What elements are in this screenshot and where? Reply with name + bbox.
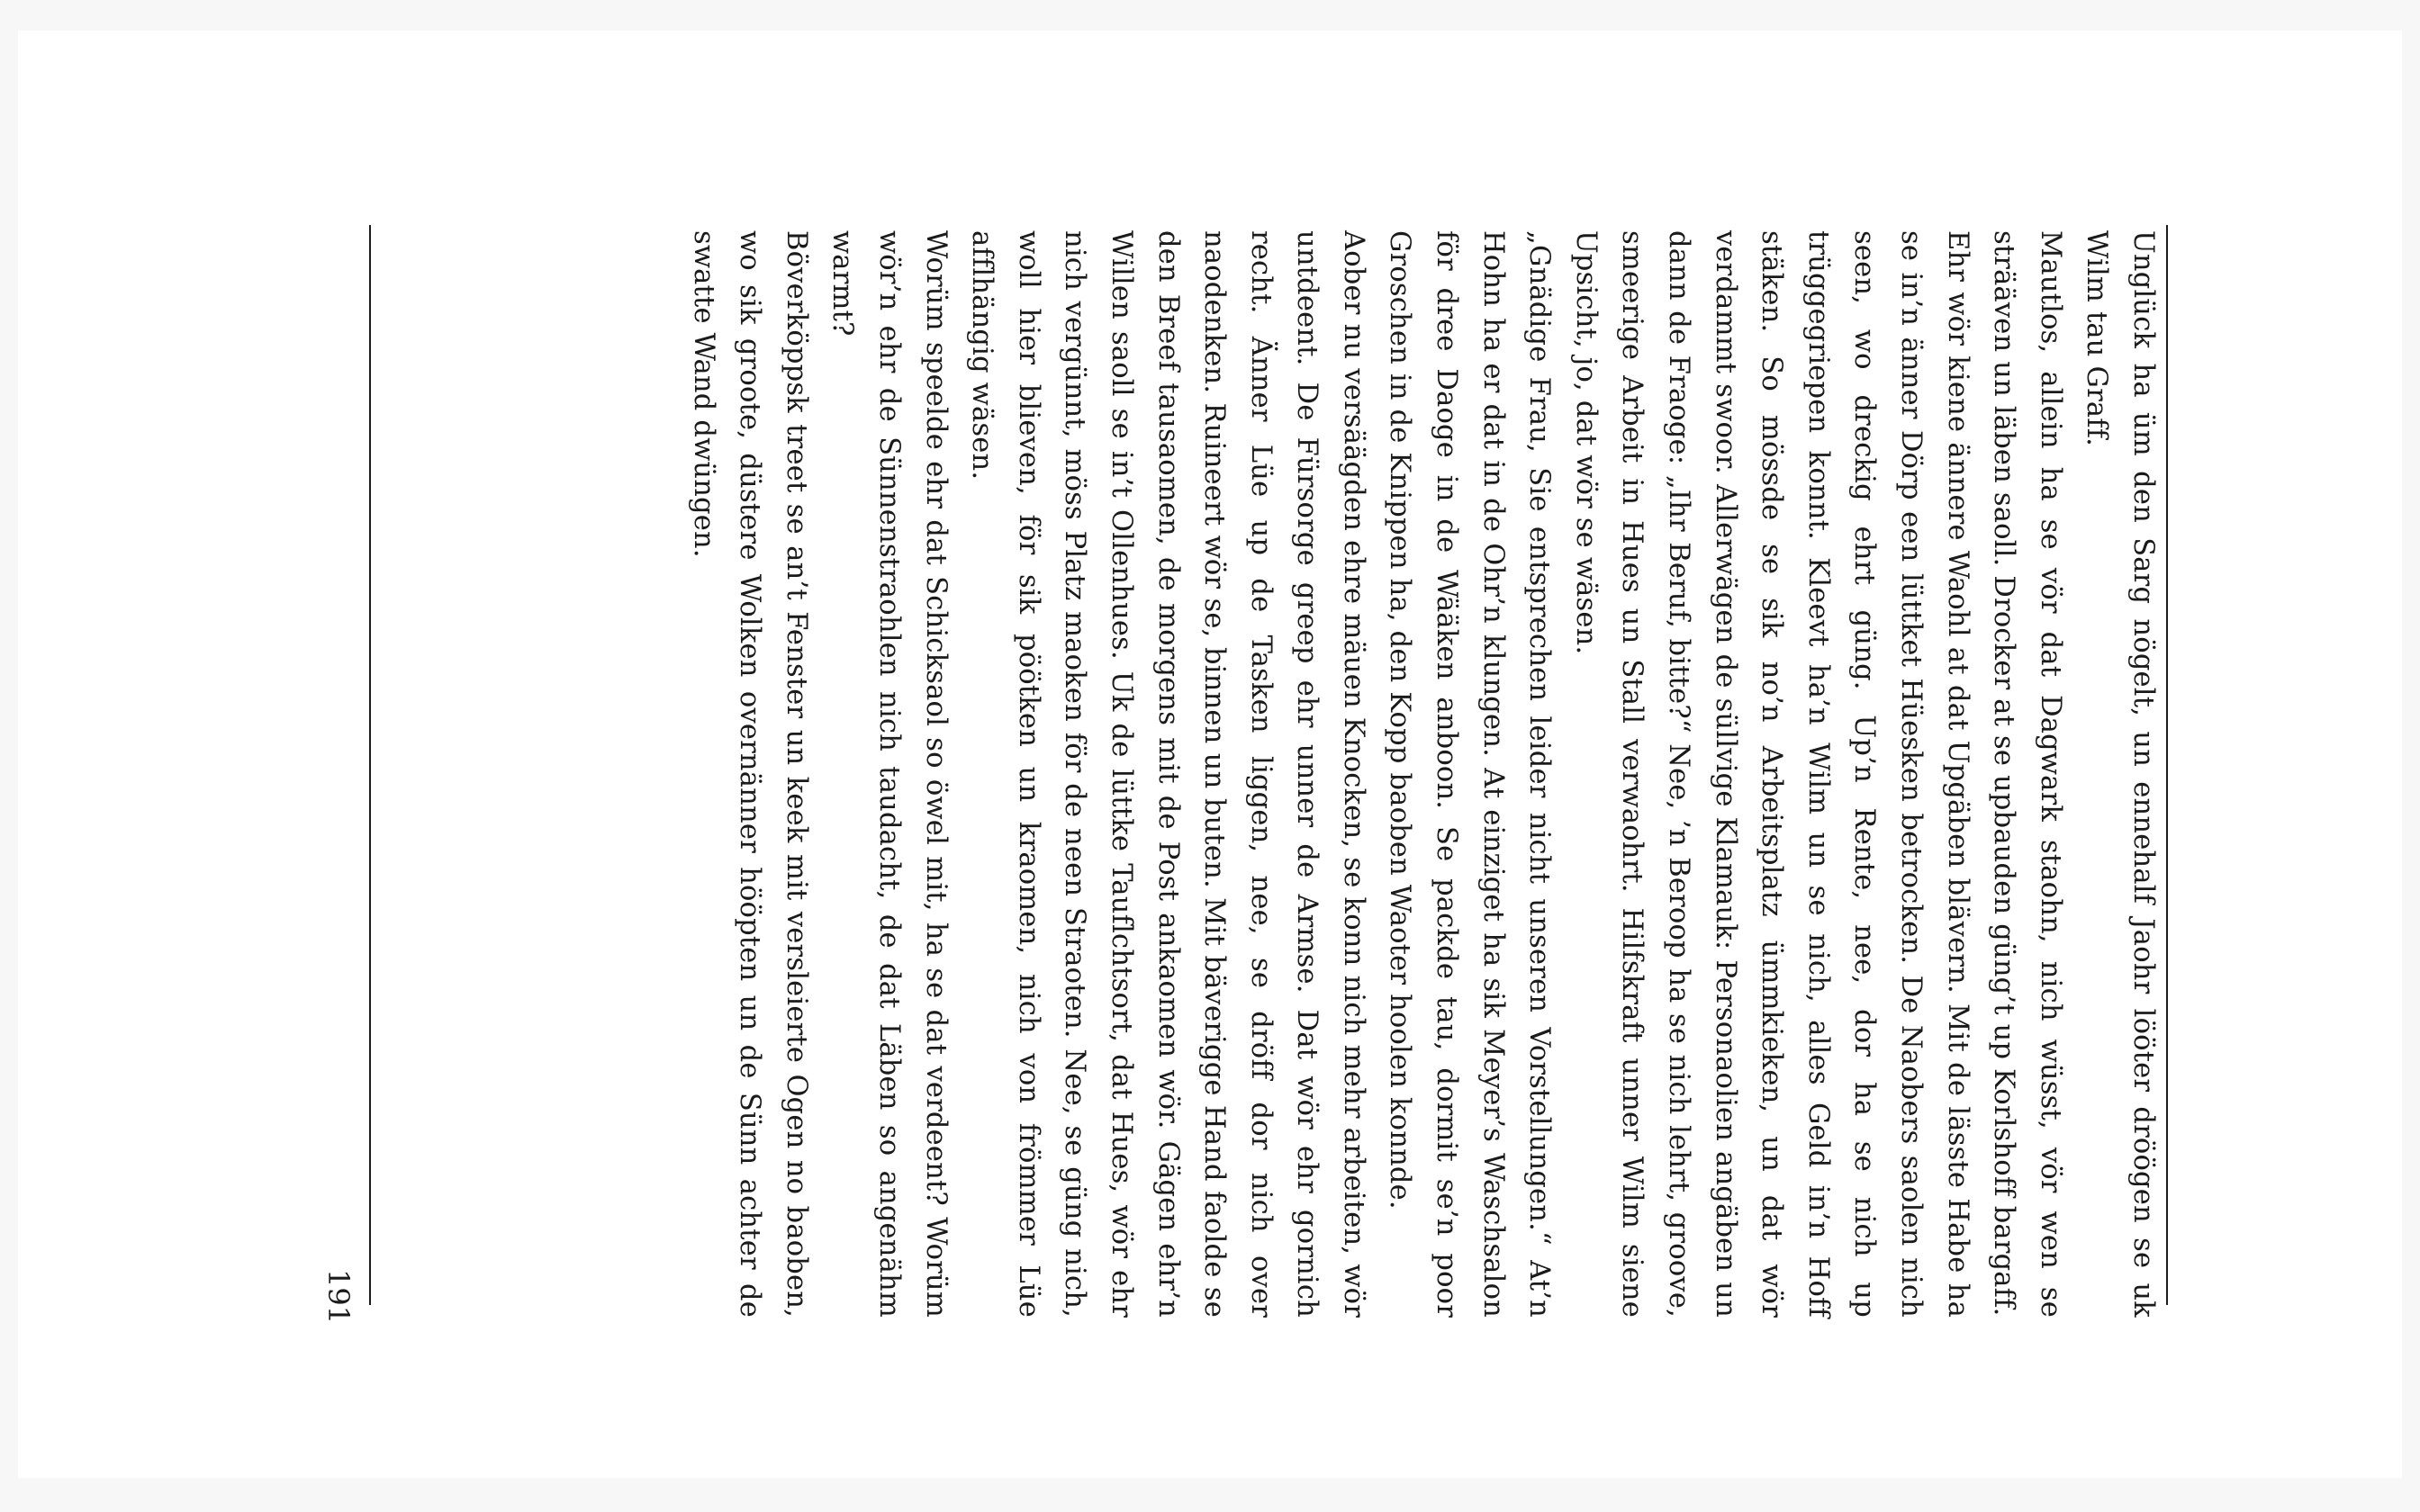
paragraph: „Gnädige Frau, Sie entsprechen leider nicht unseren Vorstellungen.“ At’n Hohn ha er dat in de Ohr’n klungen. At einziget ha sik Meyer’s Waschsalon för dree Daoge in de Wääken anboon. Se packde tau, dormit se’n poor Groschen in de Knippen ha, den Kopp baoben Waoter hoolen konnde. bbox=[1384, 230, 1556, 1318]
paragraph: Worüm speelde ehr dat Schicksaol so öwel mit, ha se dat verdeent? Worüm wör’n ehr de Sünnenstraohlen nich taudacht, de dat Läben so angenähm warmt? bbox=[826, 230, 952, 1318]
paragraph: Ehr wör kiene ännere Waohl at dat Upgäben blävern. Mit de lässte Habe ha se in’n änner Dörp een lüttket Hüesken betrocken. De Naobers saolen nich seen, wo dreckig ehrt güng. Up’n Rente, nee, dor ha se nich up trüggegriepen konnt. Kleevt ha’n Wilm un se nich, alles Geld in’n Hoff stäken. So mössde se sik no’n Arbeitsplatz ümmkieken, un dat wör verdammt swoor. Allerwägen de süllvige Klamauk: Personaolien angäben un dann de Fraoge: „Ihr Beruf, bitte?“ Nee, ’n Beroop ha se nich lehrt, groove, smeerige Arbeit in Hues un Stall verwaohrt. Hilfskraft unner Wilm siene Upsicht, jo, dat wör se wäsen. bbox=[1569, 230, 1973, 1318]
paragraph: Böverköppsk treet se an’t Fenster un keek mit versleierte Ogen no baoben, wo sik groote, düstere Wolken overnänner hööpten un de Sünn achter de swatte Wand dwüngen. bbox=[687, 230, 812, 1318]
paragraph: Unglück ha üm den Sarg nögelt, un ennehalf Jaohr lööter dröögen se uk Wilm tau Graff. bbox=[2081, 230, 2159, 1318]
body-text bbox=[680, 230, 2166, 1318]
bottom-rule bbox=[369, 225, 371, 1305]
paragraph: Aober nu versäägden ehre mäuen Knocken, se konn nich mehr arbeiten, wör untdeent. De Fürsorge greep ehr unner de Armse. Dat wör ehr gornich recht. Änner Lüe up de Tasken liggen, nee, se dröff dor nich over naodenken. Ruineert wör se, binnen un buten. Mit bäverigge Hand faolde se den Breef tausaomen, de morgens mit de Post ankaomen wör. Gägen ehr’n Willen saoll se in’t Ollenhues. Uk de lüttke Tauflchtsort, dat Hues, wör ehr nich vergünnt, möss Platz maoken för de neen Straoten. Nee, se güng nich, woll hier blieven, för sik pöötken un kraomen, nich von frömmer Lüe afflhängig wäsen. bbox=[966, 230, 1369, 1318]
page-number: 191 bbox=[321, 1269, 356, 1325]
paragraph: Mautlos, allein ha se vör dat Dagwark staohn, nich wüsst, vör wen se strääven un läben saoll. Drocker at se upbauden güng’t up Korlshoff bargaff. bbox=[1988, 230, 2066, 1318]
rotated-text-page bbox=[130, 135, 2290, 1377]
top-rule bbox=[2166, 225, 2168, 1305]
